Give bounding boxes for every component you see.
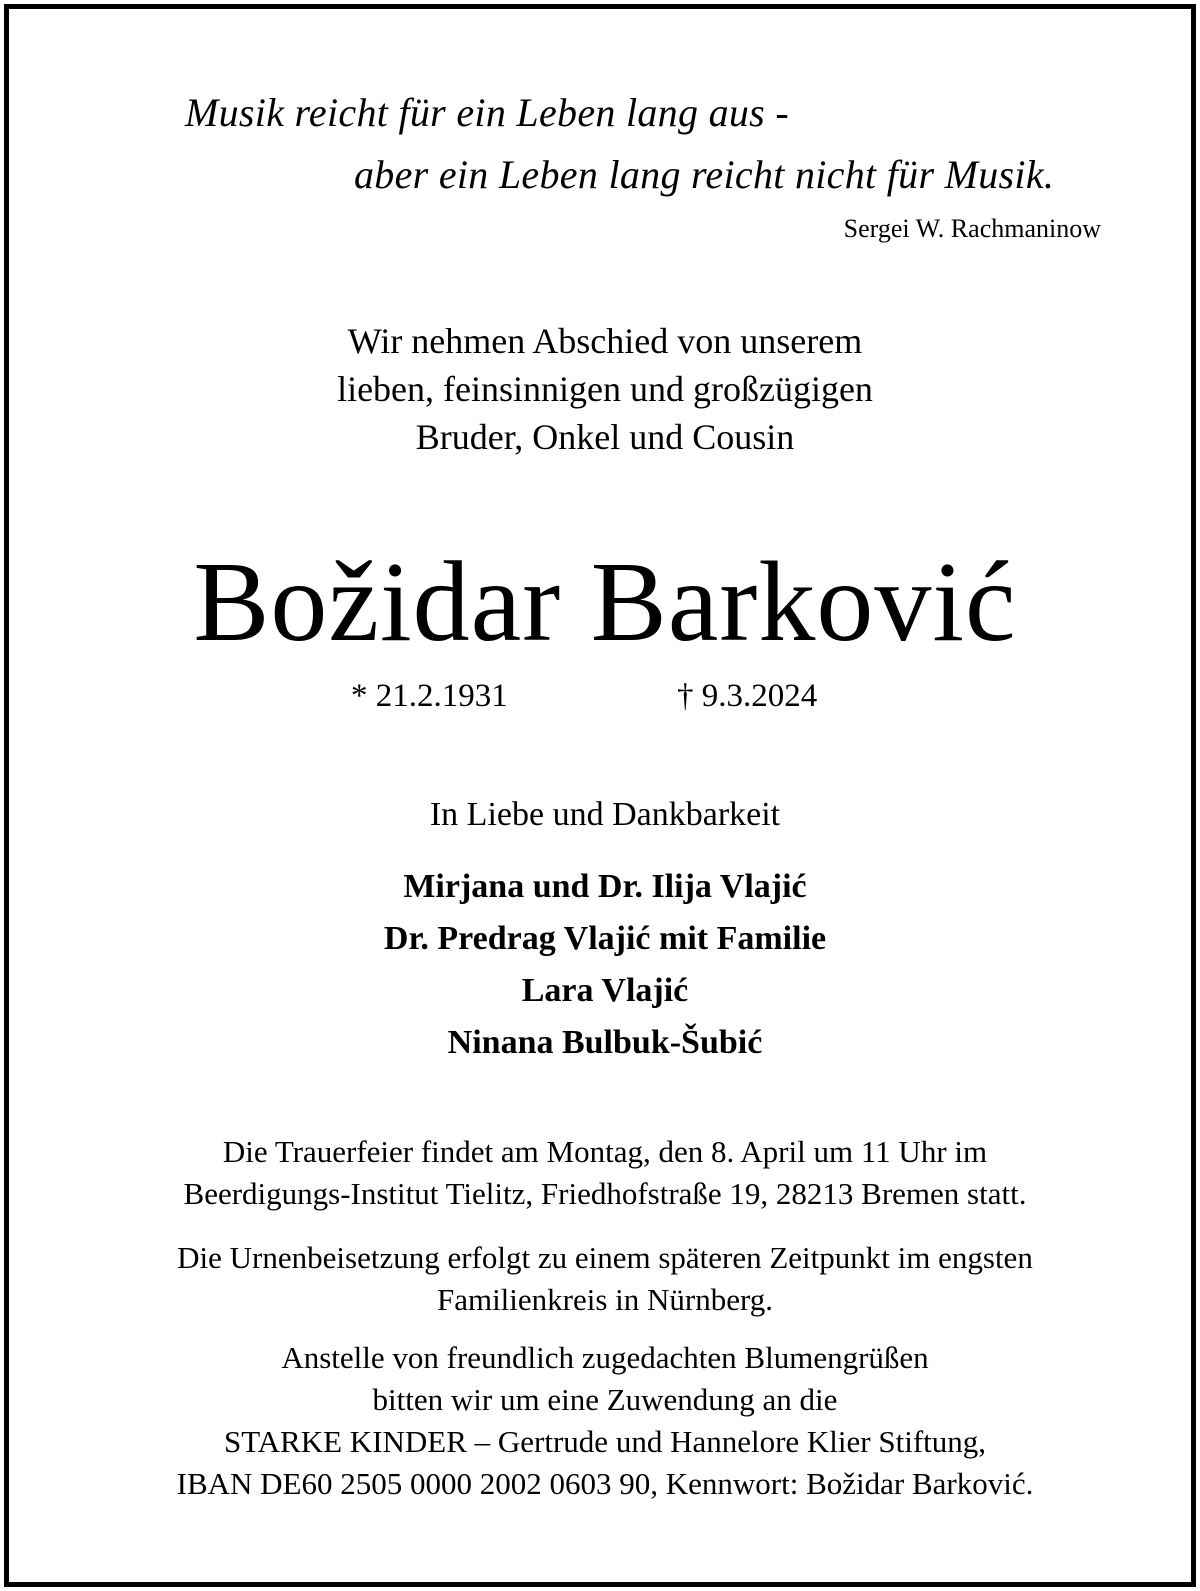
quote-line-1: Musik reicht für ein Leben lang aus -	[185, 90, 789, 135]
death-date: † 9.3.2024	[677, 678, 818, 714]
mourner-name: Dr. Predrag Vlajić mit Familie	[383, 920, 827, 957]
intro-line: lieben, feinsinnigen und großzügigen	[337, 369, 873, 409]
mourner-name: Lara Vlajić	[521, 972, 689, 1009]
donation-line: Anstelle von freundlich zugedachten Blumengrüßen	[281, 1340, 929, 1375]
mourner-name: Mirjana und Dr. Ilija Vlajić	[403, 868, 807, 905]
donation-info	[9, 1337, 1200, 1505]
burial-line: Familienkreis in Nürnberg.	[436, 1282, 774, 1317]
donation-line: STARKE KINDER – Gertrude und Hannelore Klier Stiftung,	[223, 1424, 987, 1459]
burial-info	[9, 1237, 1200, 1321]
birth-date: * 21.2.1931	[351, 678, 508, 714]
quote-line-2: aber ein Leben lang reicht nicht für Musik.	[354, 152, 1055, 197]
mourners-list	[9, 861, 1200, 1069]
deceased-name: Božidar Barković	[193, 538, 1017, 665]
service-line: Die Trauerfeier findet am Montag, den 8. April um 11 Uhr im	[222, 1134, 988, 1169]
service-info	[9, 1131, 1200, 1215]
donation-line: bitten wir um eine Zuwendung an die	[372, 1382, 838, 1417]
mourner-name: Ninana Bulbuk-Šubić	[447, 1024, 763, 1061]
intro-line: Bruder, Onkel und Cousin	[415, 417, 795, 457]
closing-phrase: In Liebe und Dankbarkeit	[429, 796, 781, 833]
burial-line: Die Urnenbeisetzung erfolgt zu einem späteren Zeitpunkt im engsten	[177, 1240, 1033, 1275]
donation-line: IBAN DE60 2505 0000 2002 0603 90, Kennwort: Božidar Barković.	[176, 1466, 1034, 1501]
quote-author: Sergei W. Rachmaninow	[843, 214, 1101, 243]
service-line: Beerdigungs-Institut Tielitz, Friedhofstraße 19, 28213 Bremen statt.	[183, 1176, 1027, 1211]
intro-text	[9, 317, 1200, 461]
obituary-frame	[4, 4, 1196, 1587]
intro-line: Wir nehmen Abschied von unserem	[347, 321, 863, 361]
